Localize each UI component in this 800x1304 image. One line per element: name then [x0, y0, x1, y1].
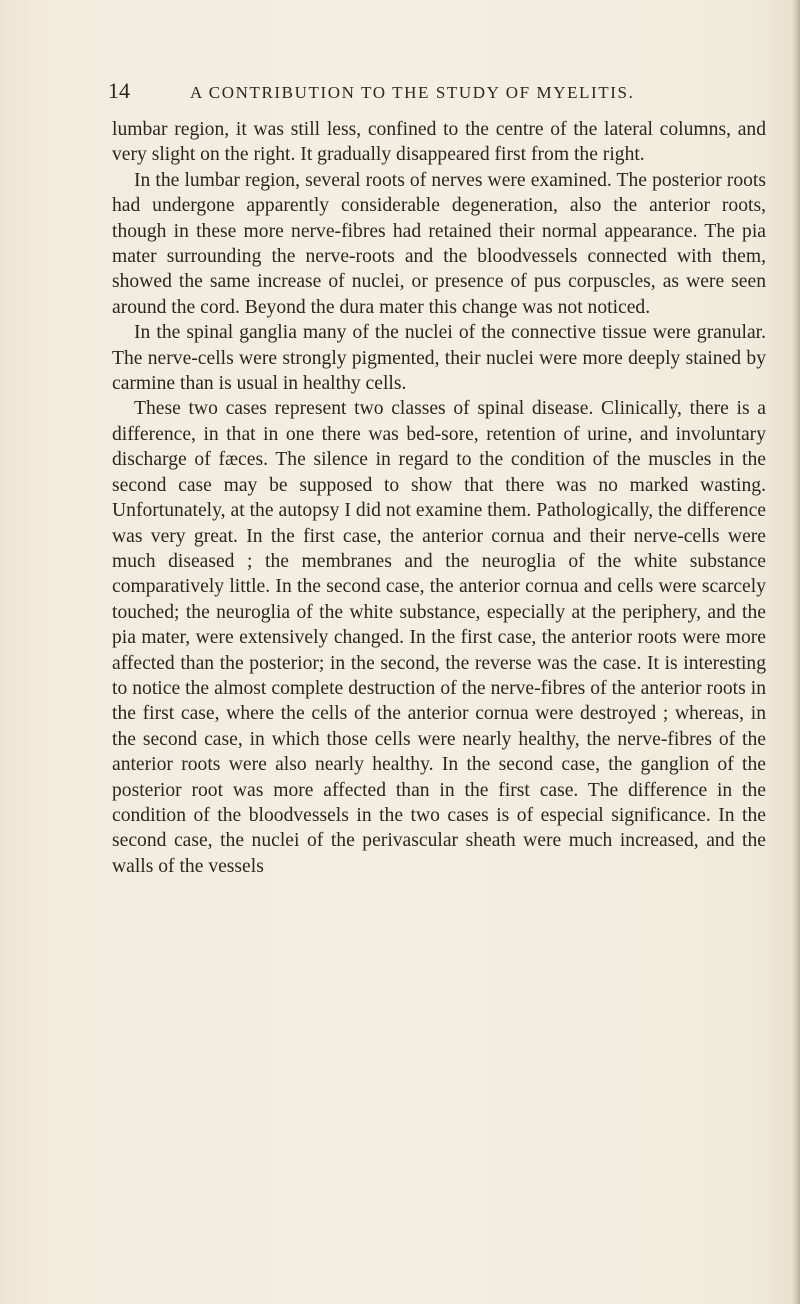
- running-head: A CONTRIBUTION TO THE STUDY OF MYELITIS.: [190, 83, 635, 102]
- paragraph-comparison: These two cases represent two classes of spinal disease. Clinically, there is a difference, in that in one there was bed-sore, retention of urine, and involuntary discharge of fæces. The silence in regard to the condition of the muscles in the second case may be supposed to show that there was no marked wasting. Unfortunately, at the autopsy I did not examine them. Pathologically, the difference was very great. In the first case, the anterior cornua and their nerve-cells were much diseased ; the membranes and the neuroglia of the white substance comparatively little. In the second case, the anterior cornua and cells were scarcely touched; the neuroglia of the white substance, especially at the periphery, and the pia mater, were extensively changed. In the first case, the anterior roots were more affected than the posterior; in the second, the reverse was the case. It is interesting to notice the almost complete destruction of the nerve-fibres of the anterior roots in the first case, where the cells of the anterior cornua were destroyed ; whereas, in the second case, in which those cells were nearly healthy, the nerve-fibres of the anterior roots were also nearly healthy. In the second case, the ganglion of the posterior root was more affected than in the first case. The difference in the condition of the bloodvessels in the two cases is of especial significance. In the second case, the nuclei of the perivascular sheath were much increased, and the walls of the vessels: [112, 398, 766, 877]
- paragraph-continuation: lumbar region, it was still less, confined to the centre of the lateral columns, and very slight on the right. It gradually disappeared first from the right.: [112, 119, 766, 166]
- page-header: [108, 78, 708, 108]
- paragraph-spinal-ganglia: In the spinal ganglia many of the nuclei of the connective tissue were granular. The nerve-cells were strongly pigmented, their nuclei were more deeply stained by carmine than is usual in healthy cells.: [112, 322, 766, 395]
- paragraph-lumbar-roots: In the lumbar region, several roots of nerves were examined. The posterior roots had undergone apparently considerable degeneration, also the anterior roots, though in these more nerve-fibres had retained their normal appearance. The pia mater surrounding the nerve-roots and the bloodvessels connected with them, showed the same increase of nuclei, or presence of pus corpuscles, as were seen around the cord. Beyond the dura mater this change was not noticed.: [112, 169, 766, 318]
- page-number: 14: [108, 78, 130, 103]
- body-text: [112, 117, 766, 879]
- page-edge-shadow: [792, 0, 800, 1304]
